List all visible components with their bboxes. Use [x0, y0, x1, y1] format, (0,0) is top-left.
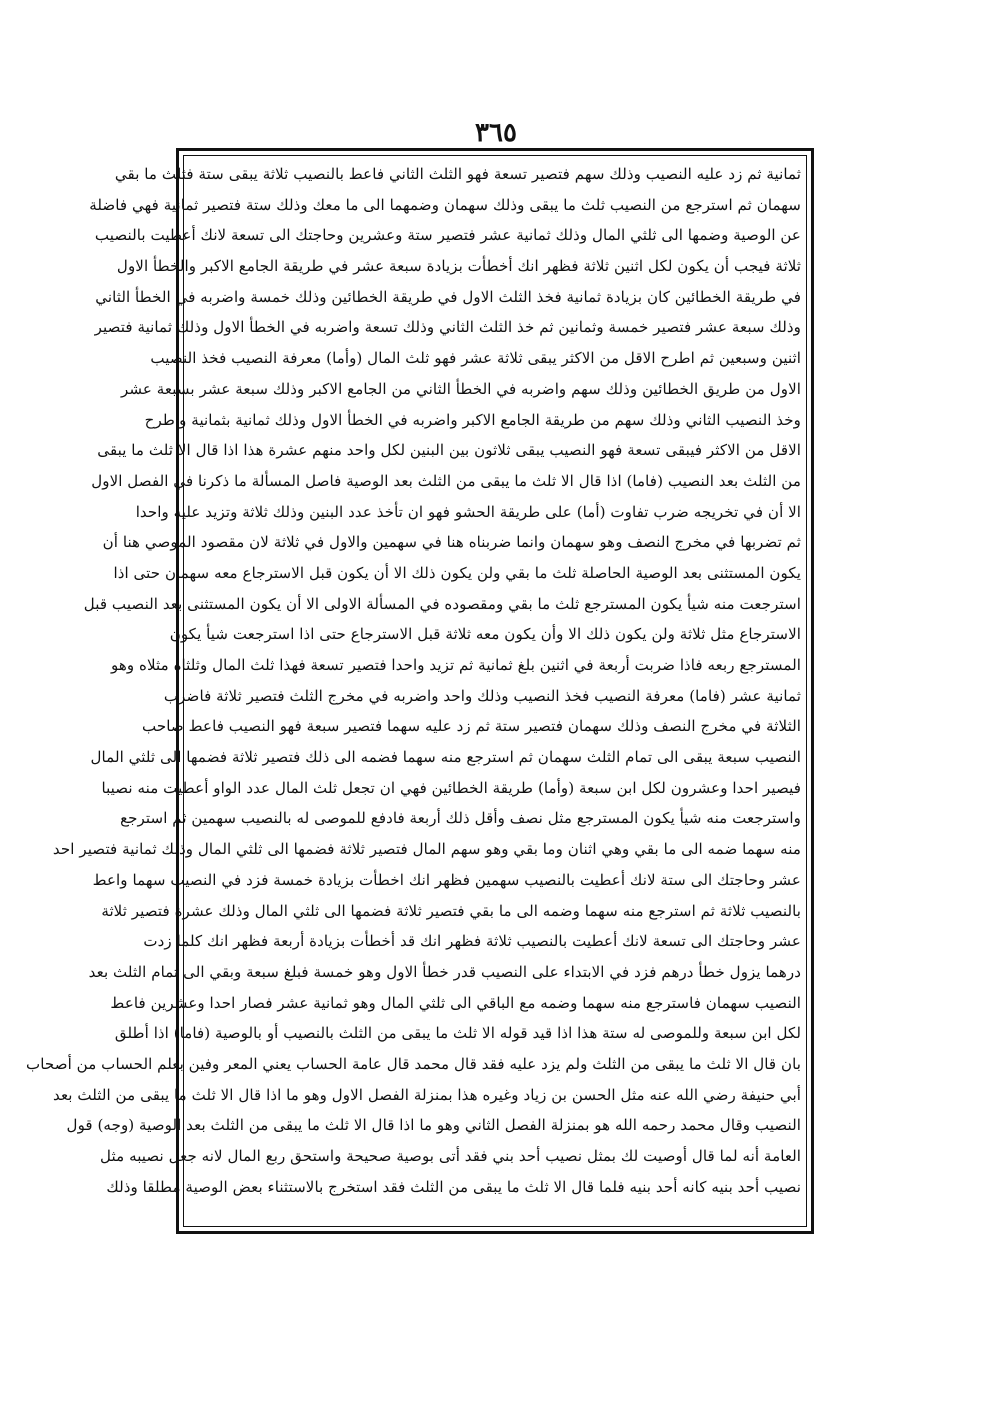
text-line: ثلاثة فيجب أن يكون لكل اثنين ثلاثة فظهر انك أخطأت بزيادة سبعة عشر في طريقة الجامع الاكبر والخطأ الاول	[116, 257, 801, 276]
text-line: ثمانية ثم زد عليه النصيب وذلك سهم فتصير تسعة فهو الثلث الثاني فاعط بالنصيب ثلاثة يبقى ستة فثلث ما بقي	[114, 165, 801, 183]
text-line: واسترجعت منه شيأ يكون المسترجع مثل نصف وأقل ذلك أربعة فادفع للموصى له بالنصيب سهمين ثم استرجع	[120, 809, 801, 828]
text-body	[25, 159, 801, 1225]
text-line: ثمانية عشر (فاما) معرفة النصيب فخذ النصيب وذلك واحد واضربه في مخرج الثلث فتصير ثلاثة فاضرب	[163, 686, 801, 705]
text-line: اثنين وسبعين ثم اطرح الاقل من الاكثر يبقى ثلاثة عشر فهو ثلث المال (وأما) معرفة النصيب فخذ النصيب	[150, 349, 801, 368]
page-number: ٣٦٥	[475, 118, 517, 148]
text-line: المسترجع ربعه فاذا ضربت أربعة في اثنين بلغ ثمانية ثم تزيد واحدا فتصير تسعة فهذا ثلث المال وثلثاه مثلاه وهو	[110, 656, 801, 674]
text-line: العامة أنه لما قال أوصيت لك بمثل نصيب أحد بني فقد أتى بوصية صحيحة واستحق ربع المال لانه جعل نصيبه مثل	[100, 1147, 801, 1165]
text-line: عن الوصية وضمها الى ثلثي المال وذلك ثمانية عشر فتصير ستة وعشرين وحاجتك الى تسعة لانك أعطيت بالنصيب	[94, 226, 801, 245]
text-line: فيصير احدا وعشرون لكل ابن سبعة (وأما) طريقة الخطائين فهي ان تجعل ثلث المال عدد الواو أعطيت منه نصيبا	[101, 778, 801, 797]
text-line: الاسترجاع مثل ثلاثة ولن يكون ذلك الا وأن يكون معه ثلاثة قبل الاسترجاع حتى اذا استرجعت شيأ يكون	[169, 625, 801, 644]
text-line: النصيب سبعة يبقى الى تمام الثلث سهمان ثم استرجع منه سهما فضمه الى ذلك فتصير ثلاثة فضمها الى ثلثي المال	[90, 748, 801, 767]
text-line: عشر وحاجتك الى ستة لانك أعطيت بالنصيب سهمين فظهر انك اخطأت بزيادة خمسة فزد في النصيب سهما واعط	[92, 870, 801, 889]
text-line: الاول من طريق الخطائين وذلك سهم واضربه في الخطأ الثاني من الجامع الاكبر وذلك سبعة عشر بسبعة عشر	[120, 379, 801, 398]
text-line: عشر وحاجتك الى تسعة لانك أعطيت بالنصيب ثلاثة فظهر انك قد أخطأت بزيادة أربعة فظهر انك كلما زدت	[143, 932, 801, 951]
text-line: استرجعت منه شيأ يكون المسترجع ثلث ما بقي ومقصوده في المسألة الاولى الا أن يكون المستثنى بعد النصيب قبل	[83, 594, 801, 613]
text-line: من الثلث بعد النصيب (فاما) اذا قال الا ثلث ما يبقى من الثلث بعد الوصية فاصل المسألة ما ذكرنا في الفصل الاول	[91, 471, 801, 490]
text-line: منه سهما ضمه الى ما بقي وهي اثنان وما بقي وهو سهم المال فتصير ثلاثة فضمها الى ثلثي المال وذلك ثمانية فتصير احد	[52, 840, 801, 859]
text-line: النصيب وقال محمد رحمه الله هو بمنزلة الفصل الثاني وهو ما اذا قال الا ثلث ما يبقى من الثلث بعد الوصية (وجه) قول	[66, 1116, 801, 1135]
text-line: سهمان ثم استرجع من النصيب ثلث ما يبقى وذلك سهمان وضمهما الى ما معك وذلك ستة فتصير ثمانية فهي فاضلة	[89, 195, 801, 214]
text-line: الثلاثة في مخرج النصف وذلك سهمان فتصير ستة ثم زد عليه سهما فتصير سبعة فهو النصيب فاعط صاحب	[141, 717, 801, 736]
text-line: الاقل من الاكثر فيبقى تسعة فهو النصيب يبقى ثلاثون بين البنين لكل واحد منهم عشرة هذا اذا قال الا ثلث ما يبقى	[97, 441, 801, 460]
text-line: ثم تضربها في مخرج النصف وهو سهمان وانما ضربناه هنا في سهمين والاول في ثلاثة لان مقصود الموصي هنا أن	[102, 533, 801, 552]
text-line: درهما يزول خطأ درهم فزد في الابتداء على النصيب قدر خطأ الاول وهو خمسة فبلغ سبعة وبقي الى تمام الثلث بعد	[88, 962, 801, 981]
text-line: وخذ النصيب الثاني وذلك سهم من طريقة الجامع الاكبر واضربه في الخطأ الاول وذلك ثمانية بثمانية واطرح	[144, 410, 801, 429]
text-line: لكل ابن سبعة وللموصى له ستة هذا اذا قيد قوله الا ثلث ما يبقى من الثلث بالنصيب أو بالوصية (فاما) اذا أطلق	[114, 1024, 801, 1043]
text-line: أبي حنيفة رضي الله عنه مثل الحسن بن زياد وغيره هذا بمنزلة الفصل الاول وهو ما اذا قال الا ثلث ما يبقى من الثلث بعد	[53, 1085, 801, 1104]
text-line	[189, 1202, 801, 1233]
text-line: في طريقة الخطائين كان بزيادة ثمانية فخذ الثلث الاول في طريقة الخطائين وذلك خمسة واضربه في الخطأ الثاني	[95, 287, 801, 306]
text-line: بان قال الا ثلث ما يبقى من الثلث ولم يزد عليه فقد قال محمد قال عامة الحساب يعني المعر وفين بعلم الحساب من أصحاب	[25, 1054, 801, 1073]
text-line: الا أن في تخريجه ضرب تفاوت (أما) على طريقة الحشو فهو ان تأخذ عدد البنين وذلك ثلاثة وتزيد عليه واحدا	[135, 502, 801, 521]
text-line: النصيب سهمان فاسترجع منه سهما وضمه مع الباقي الى ثلثي المال وهو ثمانية عشر فصار احدا وعشرين فاعط	[110, 993, 801, 1012]
text-line: وذلك سبعة عشر فتصير خمسة وثمانين ثم خذ الثلث الثاني وذلك تسعة واضربه في الخطأ الاول وذلك ثمانية فتصير	[94, 318, 801, 337]
page-frame	[25, 148, 814, 1234]
text-line: يكون المستثنى بعد الوصية الحاصلة ثلث ما بقي ولن يكون ذلك الا أن يكون قبل الاسترجاع معه سهمان حتى اذا	[113, 563, 801, 582]
text-line: بالنصيب ثلاثة ثم استرجع منه سهما وضمه الى ما بقي فتصير ثلاثة فضمها الى ثلثي المال وذلك عشرة فتصير ثلاثة	[101, 901, 801, 920]
text-line: نصيب أحد بنيه كانه أحد بنيه فلما قال الا ثلث ما يبقى من الثلث فقد استخرج بالاستثناء بعض الوصية مطلقا وذلك	[106, 1177, 801, 1196]
